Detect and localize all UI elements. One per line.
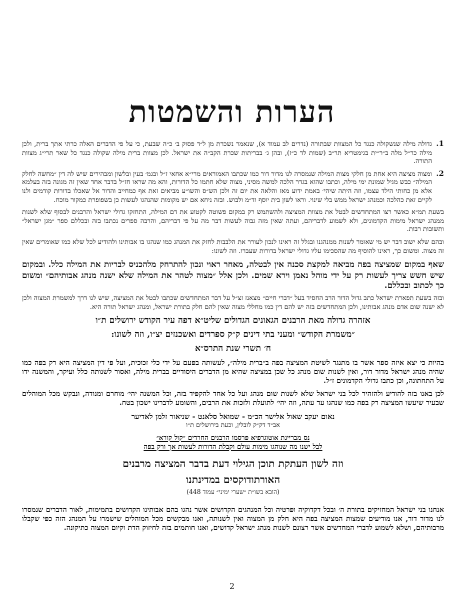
quoted-warning: לכן באנו בזה להודיע ולהזהיר לכל בני ישראל שלא לשנות שום מנהג ועל כל אחד להקפיד בזה, וכל המשנה יהי׳ מוחרם ומנודה, ונבקש מכל המוהלים שבעיר שיעשו המציצה רק בפה כמו שנהגו עד עתה, וזה יהי׳ לתועלת ולזכות את הרבים, והשומע לדברינו ישכון בטח. bbox=[22, 389, 444, 408]
footnote-text: גדולה מילה שנשקולה כנגד כל המצוות שבתורה (נדרים לב עמוד א), שנאמר נשכרת מן ל״ד פסוק ב׳ כ״ה שבעת, כי על פי הדברים האלה כרתי אתך ברית, ולכן מילה כר״ל מלה ב״ר״ית בגימטריא תר״ב (שמות לד כ״ז), ובהן ג׳ בבריתות שכרת הקב״ה את ישראל. לכן מצוות ברית מילה שקולה כנגד כל שאר תרי״ג מצוות התורה. bbox=[22, 140, 432, 166]
quoted-text: בהיות כי יצא איזה ספר אשר בו מתנגד לשיטת המציצה בפה ב״ברית מילה״, לעשותה בפעם על ידי כלי זכוכית, ועל פי דין המציצה היא רק בפה כמו שהיה מנהג ישראל מדור דור, ואין לשנות שום מנהג כל שכן במציצה שהיא מן הדברים היסודיים בברית מילה, ואסור לשנותה כלל ועיקר, והמשנה ידו על התחתונה, וכן כתבו גדולי הקדמונים ז״ל. bbox=[22, 357, 444, 385]
publication-line: נס מבריינת אוטוגרפיא פרסמו הרבנים החרדים ״קול קורא״ bbox=[156, 433, 310, 442]
announcement-line: ״משמרת הקודש״ ומעני בתי דינים ק״ק ספרדים ואשכנזים יצ״ו, וזה לשונו: bbox=[111, 329, 355, 340]
document-body bbox=[22, 140, 444, 539]
footnote-2 bbox=[22, 170, 444, 204]
paragraph: בשעת תמ״א כאשר רצו המתחדשים לבטל את מצוות המציצה ולהשתמש רק במקום פשוטה לקטוע את דם המילה, התחזקו גדולי ישראל והרבנים לבסוף שלא לשנות ממנהג ישראל מימות הקדמונים, ולא לשמוע לדבריהם, ועתה שאין מזה גבוה לעשות דבר מה על פי דבריהם, והרבה ספרים נכתבו בזה ובכללם ספר ״מגן ישראל״ ותשובות רבות. bbox=[22, 208, 444, 234]
footnote-number: 2. bbox=[436, 168, 444, 178]
emphasized-paragraph: שאף במקום שמציצה בפה מביאה למקצת סכנה אין לבטלה, מאחר ראוי ונכון להתרחק מלהכניס לבריות את המילה כלל. ובמקום שיש חשש צריך לעשות רק על ידי מוהל נאמן וירא שמים. ולכן אלל ״מצוה לטהר את המילה שלא ישנה מנהג אבותיהם״ ומשום כך לכתוב ובכללם. bbox=[22, 259, 444, 290]
paragraph: ובהם שלא ישוב דבר יש מי שאומר לשנות ממנהגנו ובגלל זה ראינו לנכון לעורר את הלבבות לחזק את המנהג כמו שנהגו בו אבותינו ולהודיע לכל שלא כמו שאומרים שאין זה מצוה. ומשום כך, ראינו להוסיף מה שהסכימו עליו גדולי ישראל בדורות שעברו. וזה לשונו: bbox=[22, 237, 444, 255]
final-paragraph: אנחנו בני ישראל המחזיקים בתורת ה׳ ובכל דקדוקיה ופרטיה וכל המנהגים הקדושים אשר נהגו בהם אבותינו הקדושים בתמימות, לאור הדברים שנמסרו לנו מדור דור, אנו מודיעים שמצות המציצה בפה היא חלק מן המצוה ואין לשנותה, ואנו מבקשים מכל המוהלים שישמרו על המנהג הזה כפי שקבלו מרבותיהם, ושלא לשמוע לדברי המחדשים אשר רצונם לשנות מנהג ישראל קדושים, ואנו חותמים בזה לחיזוק הדת וקיום המצוה כתיקונה. bbox=[22, 504, 444, 532]
section-source: (הובא בשו״ת ״שערי ימיני״ עמוד 448) bbox=[186, 488, 280, 496]
footnote-1 bbox=[22, 140, 444, 166]
footnote-number: 1. bbox=[436, 139, 444, 148]
signatories-note: אב״ד דק״ק לובלין, וכעת בירושלים ת״ו bbox=[186, 421, 280, 430]
footnote-text: ומצוה מציצה היא אחת מן חלקי מצות המילה שנמסרה לנו מדור דור כמו שכתבו האמוראים מרי״א אחאי ז״ל ובגמ׳ בעין ובלשון ומבהירים שיש לה דין ״מחשה לחלק המילה״ כבש מגיל שמונת ימי מילה, וכתבו שהוא בגדר הלכה למשה מסיני, מצוה שלא חתמו כל הדורות, והא מה שראו חז״ל בדבר אחד שאין זה מגונה בזה בעלמא אלא מן כחותי הילד עצמו, וזה היתה שיהי׳ באמת ידוע מאז והלאה את יום זה ולכן הש״ס והשו״ע מביאים זאת אף כמחייב והדור אל שאכלו בדורות קודמים ולנו לקיים זאת כהלכה וכמנהג ישראל ממש בלי שינוי. וראו לשון בית יוסף וד״מ ולבוש. ובזה ניחא אם יש מקומות שהנהגו לעשות כן בשפופרת כמקור מוכח. bbox=[22, 169, 432, 204]
paragraph: ובזה בשעת תפארת ישראל כתב גדול הדור הרב החסיד בעל ״דברי חיים״ מצאנז זצ״ל על דבר המתחדשים שכתבו לבטל את המציצה, שיש לנו דרך למשמרת המצוה ולכן לא ישנה שום אדם מנהג אבותינו, ולכן המתחדשים בזה יש להם דין כמו מחללי מצוה שאין להם חלק בתורת ישראל, ומנהג ישראל תורה היא. bbox=[22, 294, 444, 311]
announcement-date: ח׳ תשרי שנת התרס״א bbox=[194, 343, 272, 354]
publication-line: לבל ישנו מה שנוהגו מימות עולם וקבלת הדורות לעשות אך ורק בפה bbox=[143, 442, 323, 451]
page-title: הערות והשמטות bbox=[128, 95, 336, 130]
page-number: 2 bbox=[229, 582, 235, 591]
section-heading: וזה לשון העתקת תוכן הגילוי דעת בדבר המציצה מרבנים bbox=[122, 457, 344, 470]
announcement-line: אזהרה גדולה מאת הרבנים הגאונים הגדולים שליט״א דפה עיר הקודש ירושלים ת״ו bbox=[95, 315, 371, 326]
signatories: נאום יעקב שאול אלישר הכ״מ - שמואל סלאנט - שניאור זלמן לאדיער bbox=[131, 411, 335, 421]
section-heading: האורתודוקסים במדינתנו bbox=[185, 474, 281, 487]
